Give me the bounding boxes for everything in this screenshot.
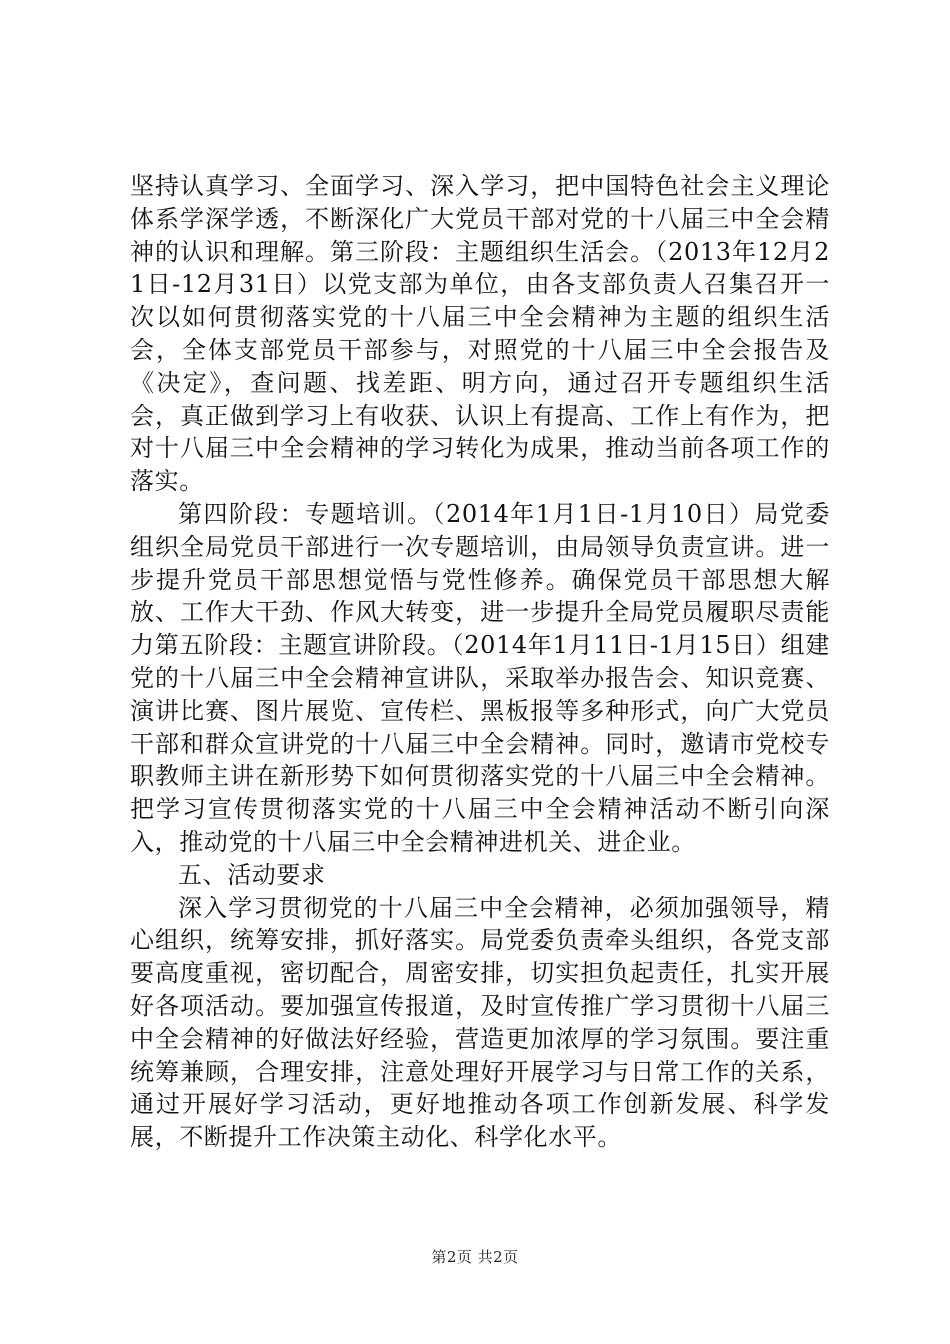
section-heading-activity-requirements: 五、活动要求 — [178, 860, 326, 889]
paragraph-stage-four-five: 第四阶段：专题培训。（2014年1月1日-1月10日）局党委组织全局党员干部进行一次专题培训，由局领导负责宣讲。进一步提升党员干部思想觉悟与党性修养。确保党员干部思想大解放、工作大干劲、作风大转变，进一步提升全局党员履职尽责能力第五阶段：主题宣讲阶段。（2014年1月11日-1月15日）组建党的十八届三中全会精神宣讲队，采取举办报告会、知识竞赛、演讲比赛、图片展览、宣传栏、黑板报等多种形式，向广大党员干部和群众宣讲党的十八届三中全会精神。同时，邀请市党校专职教师主讲在新形势下如何贯彻落实党的十八届三中全会精神。把学习宣传贯彻落实党的十八届三中全会精神活动不断引向深入，推动党的十八届三中全会精神进机关、进企业。 — [130, 499, 830, 856]
paragraph-stage-three: 坚持认真学习、全面学习、深入学习，把中国特色社会主义理论体系学深学透，不断深化广大党员干部对党的十八届三中全会精神的认识和理解。第三阶段：主题组织生活会。（2013年12月21日-12月31日）以党支部为单位，由各支部负责人召集召开一次以如何贯彻落实党的十八届三中全会精神为主题的组织生活会，全体支部党员干部参与，对照党的十八届三中全会报告及《决定》，查问题、找差距、明方向，通过召开专题组织生活会，真正做到学习上有收获、认识上有提高、工作上有作为，把对十八届三中全会精神的学习转化为成果，推动当前各项工作的落实。 — [130, 172, 830, 496]
paragraph-requirements: 深入学习贯彻党的十八届三中全会精神，必须加强领导，精心组织，统筹安排，抓好落实。局党委负责牵头组织，各党支部要高度重视，密切配合，周密安排，切实担负起责任，扎实开展好各项活动。要加强宣传报道，及时宣传推广学习贯彻十八届三中全会精神的好做法好经验，营造更加浓厚的学习氛围。要注重统筹兼顾，合理安排，注意处理好开展学习与日常工作的关系，通过开展好学习活动，更好地推动各项工作创新发展、科学发展，不断提升工作决策主动化、科学化水平。 — [130, 893, 830, 1152]
document-body — [130, 170, 830, 1154]
page-number-footer: 第2页 共2页 — [431, 1248, 519, 1266]
